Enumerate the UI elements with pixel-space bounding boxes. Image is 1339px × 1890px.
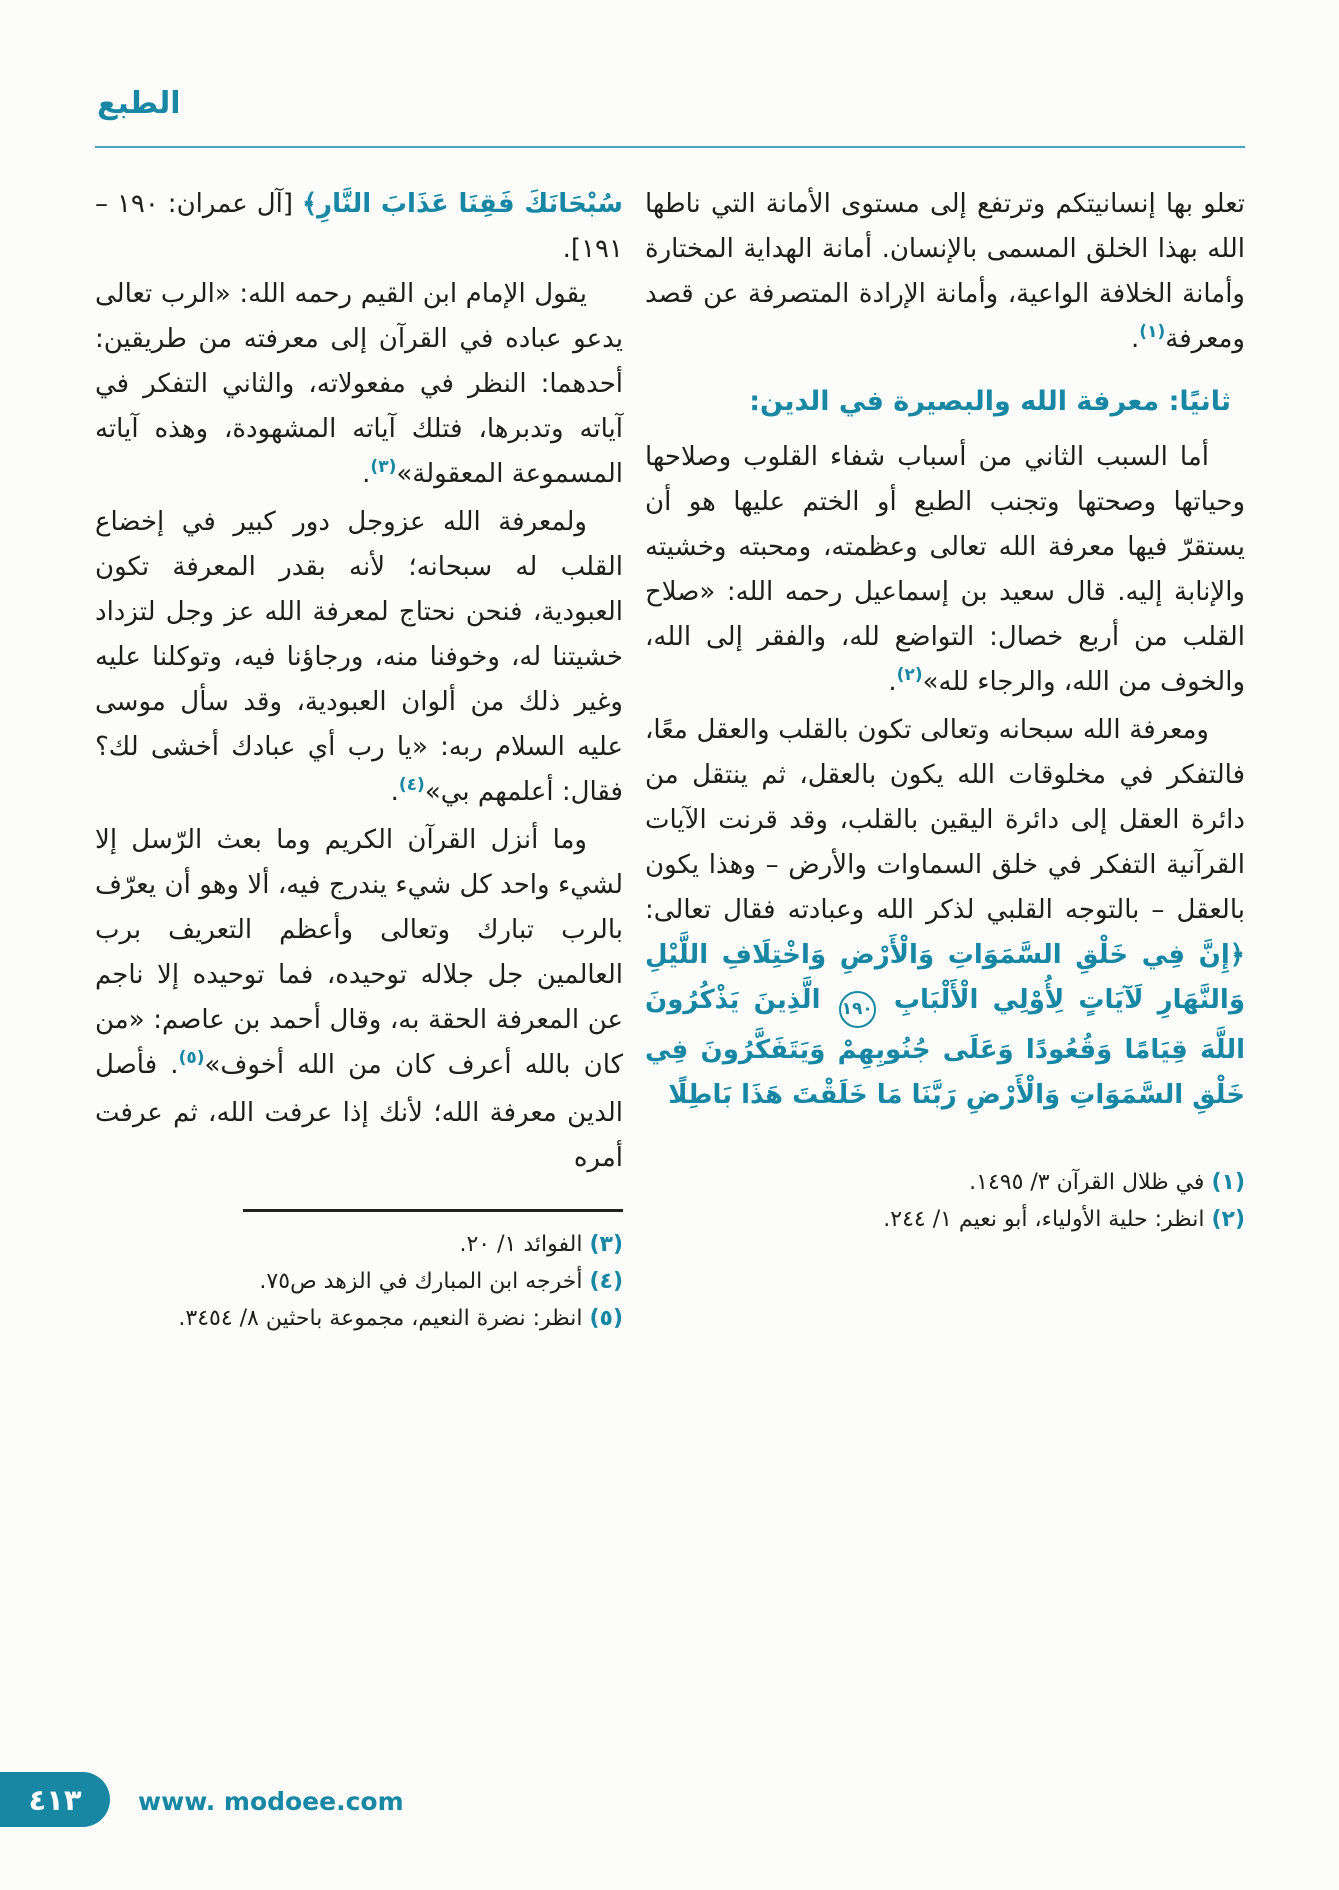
paragraph <box>95 272 623 500</box>
footnote-number: (٥) <box>589 1306 623 1331</box>
text-run: . <box>888 667 897 697</box>
text-run: أخرجه ابن المبارك في الزهد ص٧٥. <box>259 1269 590 1294</box>
ayah-number: ١٩٠ <box>839 991 876 1028</box>
page-number: ٤١٣ <box>28 1782 82 1817</box>
footnote-separator <box>243 1209 623 1212</box>
text-run: . <box>362 459 371 489</box>
footnote <box>645 1201 1245 1238</box>
text-run: انظر: حلية الأولياء، أبو نعيم ١/ ٢٤٤. <box>883 1207 1212 1232</box>
quran-text: ﴿إِنَّ فِي خَلْقِ السَّمَوَاتِ وَالْأَرْضِ وَاخْتِلَافِ اللَّيْلِ وَالنَّهَارِ لَآيَاتٍ لِأُوْلِي الْأَلْبَابِ <box>645 940 1245 1015</box>
section-heading: ثانيًا: معرفة الله والبصيرة في الدين: <box>749 386 1231 417</box>
footnote-number: (٤) <box>589 1269 623 1294</box>
quran-text: الَّذِينَ يَذْكُرُونَ اللَّهَ قِيَامًا وَقُعُودًا وَعَلَى جُنُوبِهِمْ وَيَتَفَكَّرُونَ فِي خَلْقِ السَّمَوَاتِ وَالْأَرْضِ رَبَّنَا مَا خَلَقْتَ هَذَا بَاطِلًا <box>645 985 1245 1110</box>
footnote-ref: (٣) <box>370 457 397 477</box>
text-run: . <box>1131 324 1140 354</box>
footnote <box>95 1263 623 1300</box>
page-body <box>95 182 1245 1337</box>
text-run: . <box>390 777 399 807</box>
footnote-number: (٢) <box>1211 1207 1245 1232</box>
text-run: يقول الإمام ابن القيم رحمه الله: «الرب تعالى يدعو عباده في القرآن إلى معرفته من طريقين: أحدهما: النظر في مفعولاته، والثاني التفكر في آياته وتدبرها، فتلك آياته المشهودة، وهذه آياته المسموعة المعقولة» <box>95 279 623 489</box>
text-run: أما السبب الثاني من أسباب شفاء القلوب وصلاحها وحياتها وصحتها وتجنب الطبع أو الختم عليها هو أن يستقرّ فيها معرفة الله تعالى وعظمته، ومحبته وخشيته والإنابة إليه. قال سعيد بن إسماعيل رحمه الله: «صلاح القلب من أربع خصال: التواضع لله، والفقر إلى الله، والخوف من الله، والرجاء لله» <box>645 442 1245 697</box>
footnote-ref: (٥) <box>178 1048 205 1068</box>
footnote <box>95 1300 623 1337</box>
footnote-ref: (٤) <box>398 775 425 795</box>
text-run: تعلو بها إنسانيتكم وترتفع إلى مستوى الأمانة التي ناطها الله بهذا الخلق المسمى بالإنسان. أمانة الهداية المختارة وأمانة الخلافة الواعية، وأمانة الإرادة المتصرفة عن قصد ومعرفة <box>645 189 1245 354</box>
footnote-ref: (١) <box>1139 322 1166 342</box>
footnotes-left-column <box>95 1226 623 1337</box>
paragraph <box>95 818 623 1181</box>
paragraph <box>645 435 1245 708</box>
paragraph <box>645 182 1245 365</box>
chapter-title: الطبع <box>97 86 181 121</box>
text-run: في ظلال القرآن ٣/ ١٤٩٥. <box>969 1170 1212 1195</box>
footnote-ref: (٢) <box>896 665 923 685</box>
footnote <box>645 1164 1245 1201</box>
text-run: انظر: نضرة النعيم، مجموعة باحثين ٨/ ٣٤٥٤. <box>178 1306 590 1331</box>
paragraph <box>95 500 623 818</box>
column-left <box>95 182 623 1337</box>
text-run: الفوائد ١/ ٢٠. <box>459 1232 590 1257</box>
quran-text: سُبْحَانَكَ فَقِنَا عَذَابَ النَّارِ﴾ <box>301 189 623 219</box>
website-text: www. modoee.com <box>138 1787 404 1816</box>
page-header <box>95 86 1245 148</box>
quran-continuation <box>95 182 623 272</box>
footnote-number: (٣) <box>589 1232 623 1257</box>
text-run: ولمعرفة الله عزوجل دور كبير في إخضاع القلب له سبحانه؛ لأنه بقدر المعرفة تكون العبودية، فنحن نحتاج لمعرفة الله عز وجل لتزداد خشيتنا له، وخوفنا منه، ورجاؤنا فيه، وتوكلنا عليه وغير ذلك من ألوان العبودية، وقد سأل موسى عليه السلام ربه: «يا رب أي عبادك أخشى لك؟ فقال: أعلمهم بي» <box>95 507 623 807</box>
column-right <box>645 182 1245 1238</box>
text-run: وما أنزل القرآن الكريم وما بعث الرّسل إلا لشيء واحد كل شيء يندرج فيه، ألا وهو أن يعرّف بالرب تبارك وتعالى وأعظم التعريف برب العالمين جل جلاله توحيده، فما توحيده إلا ناجم عن المعرفة الحقة به، وقال أحمد بن عاصم: «من كان بالله أعرف كان من الله أخوف» <box>95 825 623 1080</box>
text-run: ومعرفة الله سبحانه وتعالى تكون بالقلب والعقل معًا، فالتفكر في مخلوقات الله يكون بالعقل، ثم ينتقل من دائرة العقل إلى دائرة اليقين بالقلب، وقد قرنت الآيات القرآنية التفكر في خلق السماوات والأرض – وهذا يكون بالعقل – بالتوجه القلبي لذكر الله وعبادته فقال تعالى: <box>645 715 1245 925</box>
text-run: [آل عمران: ١٩٠ – ١٩١]. <box>95 189 623 264</box>
paragraph-with-quran-verse <box>645 708 1245 1118</box>
page-number-badge <box>0 1772 110 1827</box>
footnote <box>95 1226 623 1263</box>
footnote-number: (١) <box>1211 1170 1245 1195</box>
header-divider <box>95 146 1245 148</box>
text-run: . فأصل الدين معرفة الله؛ لأنك إذا عرفت الله، ثم عرفت أمره <box>95 1050 623 1173</box>
footnotes-right-column <box>645 1164 1245 1238</box>
